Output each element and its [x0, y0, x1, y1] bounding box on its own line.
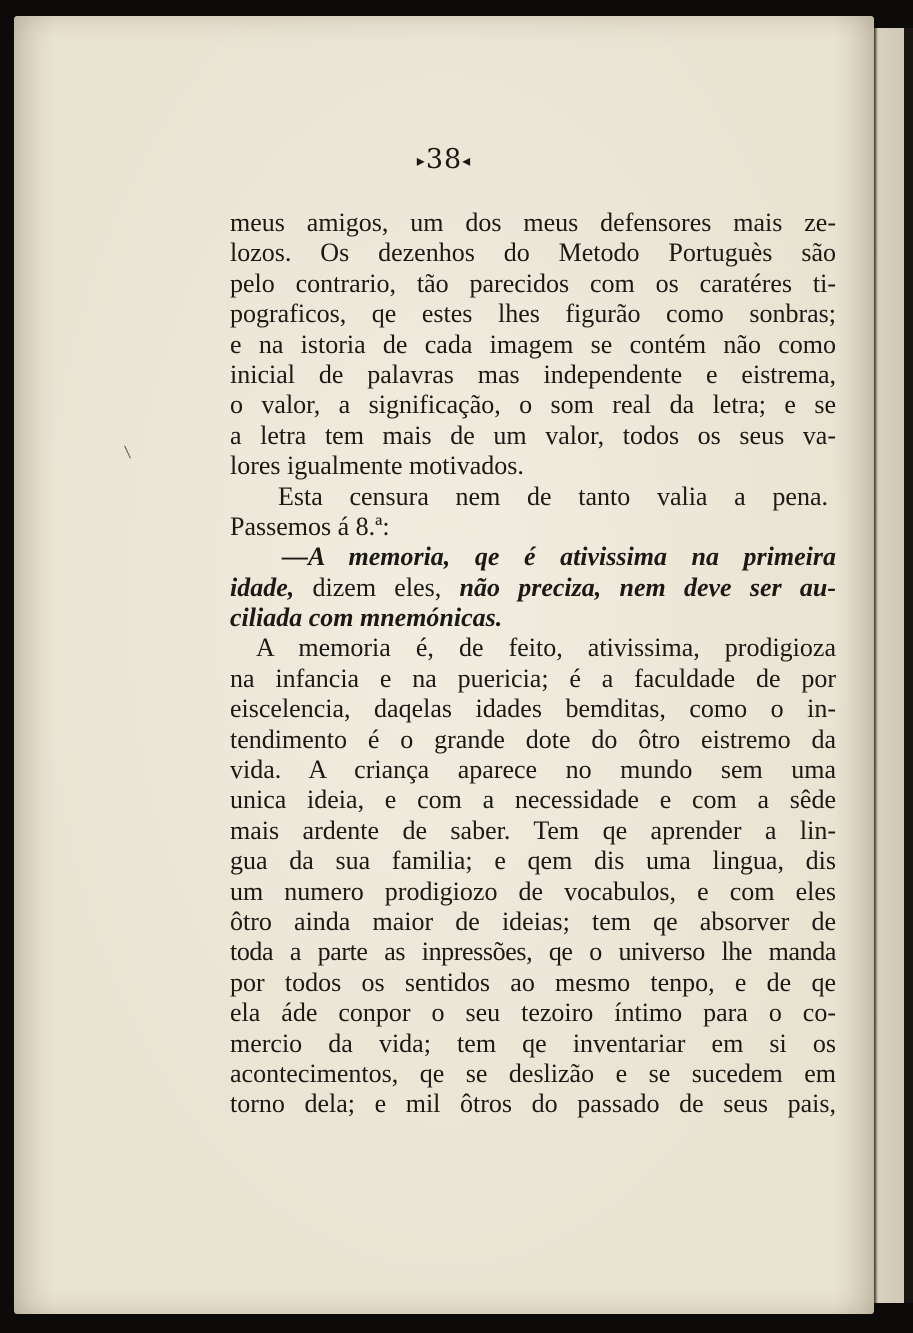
quote-line-mixed — [230, 573, 836, 603]
text-line: a letra tem mais de um valor, todos os seus va- — [230, 420, 836, 450]
page-number — [14, 144, 874, 175]
text-line: acontecimentos, qe se deslizão e se sucedem em — [230, 1058, 836, 1088]
text-line: A memoria é, de feito, ativissima, prodigioza — [256, 633, 836, 663]
text-line: ôtro ainda maior de ideias; tem qe absorver de — [230, 906, 836, 936]
page-number-value: 38 — [425, 144, 463, 175]
text-line: torno dela; e mil ôtros do passado de seus pais, — [230, 1089, 836, 1119]
text-line: Passemos á 8.ª: — [230, 511, 390, 541]
text-line: mais ardente de saber. Tem qe aprender a lin- — [230, 815, 836, 845]
text-line: o valor, a significação, o som real da letra; e se — [230, 390, 836, 420]
quote-fragment: não preciza, nem deve ser au- — [459, 572, 836, 602]
text-line: lozos. Os dezenhos do Metodo Portuguès são — [230, 238, 836, 268]
text-line: mercio da vida; tem qe inventariar em si os — [230, 1028, 836, 1058]
text-line: inicial de palavras mas independente e eistrema, — [230, 359, 836, 389]
text-line: toda a parte as inpressões, qe o universo lhe manda — [230, 937, 836, 967]
text-line: vida. A criança aparece no mundo sem uma — [230, 755, 836, 785]
ornament-right-icon: ◂ — [462, 151, 472, 170]
ornament-left-icon: ▸ — [416, 151, 426, 170]
quote-fragment: idade, — [230, 572, 295, 602]
text-line: ela áde conpor o seu tezoiro íntimo para o co- — [230, 998, 836, 1028]
text-line: na infancia e na puericia; é a faculdade de por — [230, 663, 836, 693]
text-line: tendimento é o grande dote do ôtro eistremo da — [230, 724, 836, 754]
quote-line: —A memoria, qe é ativissima na primeira — [282, 542, 836, 572]
text-line: lores igualmente motivados. — [230, 451, 524, 481]
text-line: e na istoria de cada imagem se contém não como — [230, 329, 836, 359]
quote-line: ciliada com mnemónicas. — [230, 603, 503, 633]
attribution-fragment: dizem eles, — [294, 572, 460, 602]
book-page — [14, 16, 874, 1314]
text-line: meus amigos, um dos meus defensores mais ze- — [230, 208, 836, 237]
text-line: por todos os sentidos ao mesmo tenpo, e de qe — [230, 967, 836, 997]
text-line: eiscelencia, daqelas idades bemditas, como o in- — [230, 694, 836, 724]
text-line: pelo contrario, tão parecidos com os caratéres ti- — [230, 268, 836, 298]
text-line: gua da sua familia; e qem dis uma lingua, dis — [230, 846, 836, 876]
body-text — [230, 208, 836, 1120]
text-line: pograficos, qe estes lhes figurão como sonbras; — [230, 299, 836, 329]
text-line: Esta censura nem de tanto valia a pena. — [278, 481, 828, 511]
text-line: um numero prodigiozo de vocabulos, e com eles — [230, 876, 836, 906]
book-spine-edge — [904, 28, 913, 1303]
text-line: unica ideia, e com a necessidade e com a sêde — [230, 785, 836, 815]
